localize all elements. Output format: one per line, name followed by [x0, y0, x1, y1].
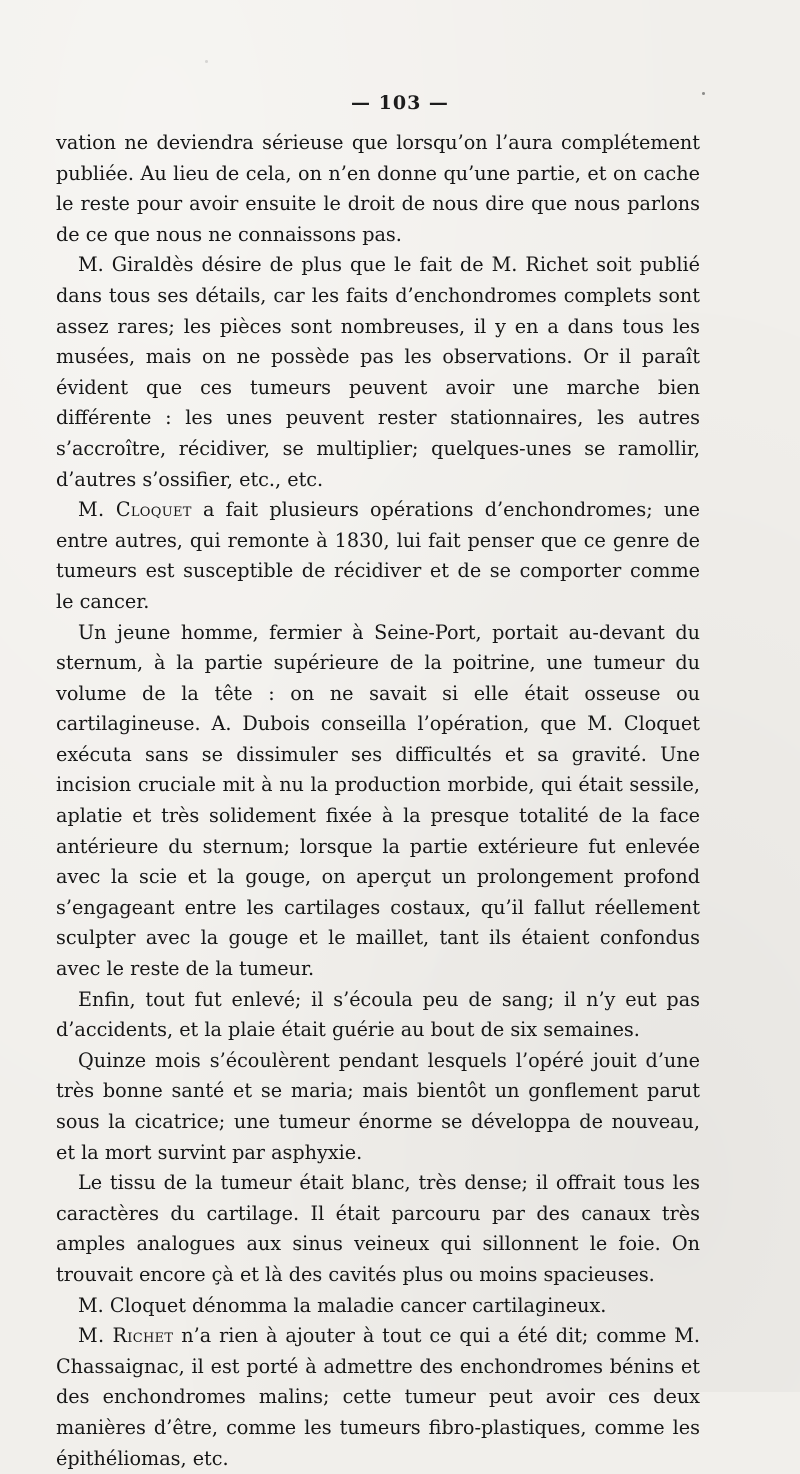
paragraph-recurrence: [56, 1046, 700, 1168]
paragraph-giraldes: [56, 250, 700, 495]
speaker-name: M. Cloquet: [78, 498, 192, 522]
paragraph-richet: [56, 1321, 700, 1474]
paragraph-case-report: [56, 618, 700, 985]
paragraph-text: M. Cloquet dénomma la maladie cancer cartilagineux.: [78, 1293, 607, 1317]
body-text: [56, 128, 700, 1474]
paragraph-outcome: [56, 985, 700, 1046]
paper-speck: [148, 1272, 151, 1275]
paragraph-text: Enfin, tout fut enlevé; il s’écoula peu de sang; il n’y eut pas d’accidents, et la plaie était guérie au bout de six semaines.: [56, 987, 700, 1042]
paper-speck: [205, 60, 208, 63]
paragraph-text: Le tissu de la tumeur était blanc, très dense; il offrait tous les caractères du cartilage. Il était parcouru par des canaux très amples analogues aux sinus veineux qui sillonnent le foie. On trouvait encore çà et là des cavités plus ou moins spacieuses.: [56, 1171, 700, 1286]
paragraph-text: a fait plusieurs opérations d’enchondromes; une entre autres, qui remonte à 1830, lui fait penser que ce genre de tumeurs est susceptible de récidiver et de se comporter comme le cancer.: [56, 498, 700, 613]
paper-speck: [702, 92, 705, 95]
paragraph-cloquet: [56, 495, 700, 617]
paragraph-text: vation ne deviendra sérieuse que lorsqu’on l’aura complétement publiée. Au lieu de cela, on n’en donne qu’une partie, et on cache le reste pour avoir ensuite le droit de nous dire que nous parlons de ce que nous ne connaissons pas.: [56, 131, 700, 246]
page-number: — 103 —: [351, 92, 449, 114]
paragraph-tissue: [56, 1168, 700, 1290]
paragraph-text: n’a rien à ajouter à tout ce qui a été dit; comme M. Chassaignac, il est porté à admettre des enchondromes bénins et des enchondromes malins; cette tumeur peut avoir ces deux manières d’être, comme les tumeurs fibro-plastiques, comme les épithéliomas, etc.: [56, 1324, 700, 1470]
speaker-name: M. Richet: [78, 1324, 174, 1348]
paragraph-continuation: [56, 128, 700, 250]
paragraph-diagnosis: [56, 1291, 700, 1322]
paragraph-text: Un jeune homme, fermier à Seine-Port, portait au-devant du sternum, à la partie supérieure de la poitrine, une tumeur du volume de la tête : on ne savait si elle était osseuse ou cartilagineuse. A. Dubois conseilla l’opération, que M. Cloquet exécuta sans se dissimuler ses difficultés et sa gravité. Une incision cruciale mit à nu la production morbide, qui était sessile, aplatie et très solidement fixée à la presque totalité de la face antérieure du sternum; lorsque la partie extérieure fut enlevée avec la scie et la gouge, on aperçut un prolongement profond s’engageant entre les cartilages costaux, qu’il fallut réellement sculpter avec la gouge et le maillet, tant ils étaient confondus avec le reste de la tumeur.: [56, 620, 700, 981]
paragraph-text: M. Giraldès désire de plus que le fait de M. Richet soit publié dans tous ses détails, car les faits d’enchondromes complets sont assez rares; les pièces sont nombreuses, il y en a dans tous les musées, mais on ne possède pas les observations. Or il paraît évident que ces tumeurs peuvent avoir une marche bien différente : les unes peuvent rester stationnaires, les autres s’accroître, récidiver, se multiplier; quelques-unes se ramollir, d’autres s’ossifier, etc., etc.: [56, 253, 700, 491]
paragraph-text: Quinze mois s’écoulèrent pendant lesquels l’opéré jouit d’une très bonne santé et se maria; mais bientôt un gonflement parut sous la cicatrice; une tumeur énorme se développa de nouveau, et la mort survint par asphyxie.: [56, 1048, 700, 1164]
